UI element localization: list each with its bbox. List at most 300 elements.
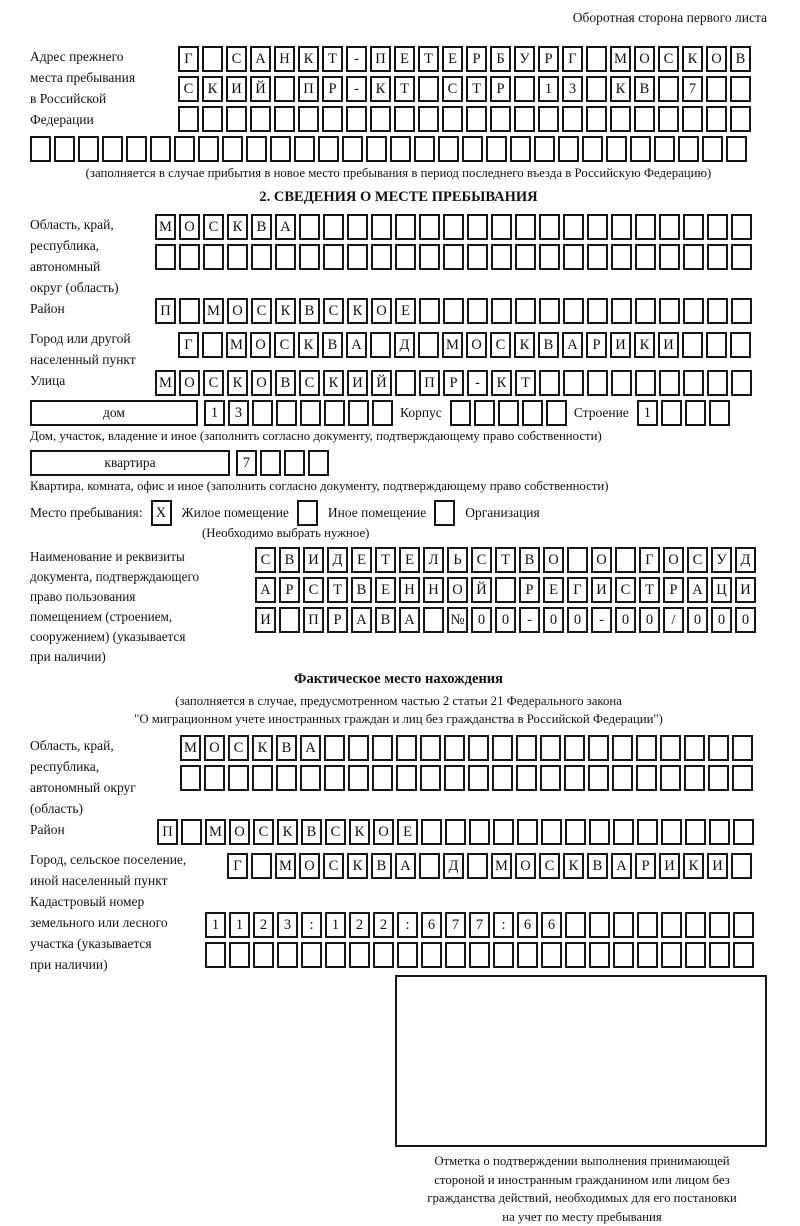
char-cell[interactable] <box>349 942 370 968</box>
char-cell[interactable] <box>563 214 584 240</box>
char-cell[interactable]: 2 <box>349 912 370 938</box>
char-cell[interactable] <box>514 106 535 132</box>
char-cell[interactable] <box>615 547 636 573</box>
char-cell[interactable] <box>731 214 752 240</box>
char-cell[interactable] <box>589 942 610 968</box>
char-cell[interactable]: Г <box>178 332 199 358</box>
char-cell[interactable]: Т <box>322 46 343 72</box>
char-cell[interactable] <box>370 106 391 132</box>
char-cell[interactable] <box>396 735 417 761</box>
char-cell[interactable] <box>445 942 466 968</box>
char-cell[interactable] <box>685 400 706 426</box>
char-cell[interactable] <box>370 332 391 358</box>
char-cell[interactable]: 1 <box>538 76 559 102</box>
char-cell[interactable] <box>301 942 322 968</box>
char-cell[interactable]: 1 <box>229 912 250 938</box>
char-cell[interactable] <box>250 106 271 132</box>
char-cell[interactable] <box>300 765 321 791</box>
char-cell[interactable] <box>491 214 512 240</box>
char-cell[interactable]: С <box>442 76 463 102</box>
char-cell[interactable]: О <box>591 547 612 573</box>
char-cell[interactable] <box>395 370 416 396</box>
char-cell[interactable]: Г <box>178 46 199 72</box>
char-cell[interactable] <box>419 244 440 270</box>
char-cell[interactable] <box>366 136 387 162</box>
char-cell[interactable]: П <box>303 607 324 633</box>
char-cell[interactable]: М <box>226 332 247 358</box>
char-cell[interactable]: О <box>179 214 200 240</box>
char-cell[interactable] <box>270 136 291 162</box>
char-cell[interactable] <box>588 735 609 761</box>
char-cell[interactable]: 1 <box>204 400 225 426</box>
char-cell[interactable]: К <box>683 853 704 879</box>
char-cell[interactable] <box>325 942 346 968</box>
char-cell[interactable] <box>495 577 516 603</box>
char-cell[interactable]: К <box>277 819 298 845</box>
char-cell[interactable] <box>490 106 511 132</box>
char-cell[interactable]: И <box>658 332 679 358</box>
char-cell[interactable] <box>732 735 753 761</box>
char-cell[interactable]: И <box>591 577 612 603</box>
char-cell[interactable] <box>564 765 585 791</box>
char-cell[interactable] <box>372 765 393 791</box>
char-cell[interactable]: Р <box>519 577 540 603</box>
char-cell[interactable] <box>731 370 752 396</box>
char-cell[interactable]: Т <box>418 46 439 72</box>
char-cell[interactable] <box>222 136 243 162</box>
char-cell[interactable] <box>492 765 513 791</box>
char-cell[interactable] <box>516 765 537 791</box>
char-cell[interactable] <box>348 765 369 791</box>
char-cell[interactable]: А <box>275 214 296 240</box>
char-cell[interactable] <box>492 735 513 761</box>
char-cell[interactable] <box>587 298 608 324</box>
char-cell[interactable] <box>253 942 274 968</box>
char-cell[interactable]: С <box>303 577 324 603</box>
char-cell[interactable] <box>252 400 273 426</box>
char-cell[interactable]: : <box>301 912 322 938</box>
char-cell[interactable] <box>420 735 441 761</box>
char-cell[interactable] <box>660 735 681 761</box>
char-cell[interactable] <box>707 298 728 324</box>
char-cell[interactable] <box>203 244 224 270</box>
char-cell[interactable] <box>202 106 223 132</box>
char-cell[interactable]: К <box>370 76 391 102</box>
char-cell[interactable]: Й <box>471 577 492 603</box>
char-cell[interactable]: Р <box>327 607 348 633</box>
char-cell[interactable] <box>540 735 561 761</box>
char-cell[interactable]: П <box>370 46 391 72</box>
char-cell[interactable] <box>396 765 417 791</box>
char-cell[interactable]: С <box>299 370 320 396</box>
char-cell[interactable] <box>371 244 392 270</box>
char-cell[interactable] <box>418 106 439 132</box>
char-cell[interactable]: 1 <box>205 912 226 938</box>
char-cell[interactable] <box>227 244 248 270</box>
char-cell[interactable]: С <box>658 46 679 72</box>
char-cell[interactable] <box>372 400 393 426</box>
char-cell[interactable] <box>276 765 297 791</box>
char-cell[interactable]: 6 <box>517 912 538 938</box>
char-cell[interactable]: Р <box>663 577 684 603</box>
char-cell[interactable] <box>348 400 369 426</box>
char-cell[interactable]: К <box>252 735 273 761</box>
char-cell[interactable] <box>733 912 754 938</box>
char-cell[interactable]: И <box>303 547 324 573</box>
char-cell[interactable] <box>659 214 680 240</box>
char-cell[interactable] <box>274 76 295 102</box>
char-cell[interactable] <box>347 214 368 240</box>
char-cell[interactable] <box>659 244 680 270</box>
char-cell[interactable]: Т <box>375 547 396 573</box>
char-cell[interactable]: Р <box>466 46 487 72</box>
char-cell[interactable]: А <box>395 853 416 879</box>
char-cell[interactable] <box>246 136 267 162</box>
char-cell[interactable]: Е <box>442 46 463 72</box>
char-cell[interactable]: Т <box>327 577 348 603</box>
char-cell[interactable]: Г <box>562 46 583 72</box>
char-cell[interactable] <box>443 214 464 240</box>
char-cell[interactable] <box>491 244 512 270</box>
char-cell[interactable]: 6 <box>421 912 442 938</box>
char-cell[interactable]: : <box>397 912 418 938</box>
char-cell[interactable] <box>661 942 682 968</box>
char-cell[interactable]: / <box>663 607 684 633</box>
char-cell[interactable]: Ь <box>447 547 468 573</box>
char-cell[interactable] <box>586 76 607 102</box>
char-cell[interactable]: Р <box>490 76 511 102</box>
char-cell[interactable]: М <box>491 853 512 879</box>
char-cell[interactable] <box>498 400 519 426</box>
char-cell[interactable] <box>683 298 704 324</box>
char-cell[interactable]: О <box>634 46 655 72</box>
char-cell[interactable]: В <box>634 76 655 102</box>
char-cell[interactable] <box>493 819 514 845</box>
char-cell[interactable] <box>371 214 392 240</box>
char-cell[interactable]: А <box>611 853 632 879</box>
char-cell[interactable]: И <box>255 607 276 633</box>
char-cell[interactable]: О <box>663 547 684 573</box>
char-cell[interactable] <box>395 214 416 240</box>
char-cell[interactable] <box>541 819 562 845</box>
char-cell[interactable] <box>637 912 658 938</box>
char-cell[interactable] <box>610 106 631 132</box>
char-cell[interactable] <box>707 244 728 270</box>
char-cell[interactable] <box>611 298 632 324</box>
char-cell[interactable]: Р <box>635 853 656 879</box>
char-cell[interactable] <box>730 76 751 102</box>
char-cell[interactable]: А <box>300 735 321 761</box>
char-cell[interactable]: А <box>255 577 276 603</box>
char-cell[interactable] <box>586 46 607 72</box>
char-cell[interactable]: 3 <box>562 76 583 102</box>
char-cell[interactable]: А <box>346 332 367 358</box>
char-cell[interactable] <box>522 400 543 426</box>
char-cell[interactable]: Г <box>639 547 660 573</box>
char-cell[interactable] <box>462 136 483 162</box>
char-cell[interactable] <box>397 942 418 968</box>
char-cell[interactable]: Т <box>394 76 415 102</box>
char-cell[interactable] <box>324 765 345 791</box>
char-cell[interactable] <box>707 370 728 396</box>
char-cell[interactable] <box>394 106 415 132</box>
char-cell[interactable] <box>515 214 536 240</box>
char-cell[interactable] <box>443 298 464 324</box>
char-cell[interactable] <box>682 332 703 358</box>
char-cell[interactable]: В <box>279 547 300 573</box>
char-cell[interactable] <box>421 942 442 968</box>
char-cell[interactable]: В <box>538 332 559 358</box>
char-cell[interactable]: К <box>514 332 535 358</box>
char-cell[interactable] <box>730 106 751 132</box>
char-cell[interactable] <box>474 400 495 426</box>
char-cell[interactable]: О <box>179 370 200 396</box>
char-cell[interactable] <box>491 298 512 324</box>
char-cell[interactable]: О <box>373 819 394 845</box>
char-cell[interactable] <box>284 450 305 476</box>
char-cell[interactable]: Е <box>399 547 420 573</box>
char-cell[interactable]: № <box>447 607 468 633</box>
char-cell[interactable] <box>562 106 583 132</box>
char-cell[interactable]: П <box>419 370 440 396</box>
char-cell[interactable]: Н <box>274 46 295 72</box>
char-cell[interactable] <box>180 765 201 791</box>
char-cell[interactable]: 7 <box>236 450 257 476</box>
char-cell[interactable] <box>298 106 319 132</box>
char-cell[interactable]: Н <box>423 577 444 603</box>
char-cell[interactable]: К <box>347 853 368 879</box>
char-cell[interactable] <box>419 853 440 879</box>
char-cell[interactable]: И <box>226 76 247 102</box>
char-cell[interactable] <box>709 400 730 426</box>
char-cell[interactable] <box>469 942 490 968</box>
char-cell[interactable]: О <box>299 853 320 879</box>
char-cell[interactable] <box>467 214 488 240</box>
char-cell[interactable] <box>661 819 682 845</box>
char-cell[interactable] <box>565 912 586 938</box>
char-cell[interactable]: О <box>229 819 250 845</box>
char-cell[interactable]: С <box>251 298 272 324</box>
char-cell[interactable] <box>637 819 658 845</box>
char-cell[interactable] <box>654 136 675 162</box>
char-cell[interactable]: Е <box>395 298 416 324</box>
char-cell[interactable]: Е <box>351 547 372 573</box>
char-cell[interactable]: 0 <box>495 607 516 633</box>
char-cell[interactable]: С <box>539 853 560 879</box>
char-cell[interactable] <box>678 136 699 162</box>
char-cell[interactable] <box>563 298 584 324</box>
char-cell[interactable]: 0 <box>639 607 660 633</box>
char-cell[interactable] <box>682 106 703 132</box>
char-cell[interactable]: К <box>227 214 248 240</box>
char-cell[interactable]: С <box>178 76 199 102</box>
char-cell[interactable]: Д <box>327 547 348 573</box>
char-cell[interactable] <box>444 765 465 791</box>
char-cell[interactable]: 7 <box>682 76 703 102</box>
char-cell[interactable]: Ц <box>711 577 732 603</box>
char-cell[interactable]: Г <box>567 577 588 603</box>
char-cell[interactable] <box>637 942 658 968</box>
char-cell[interactable] <box>299 214 320 240</box>
char-cell[interactable] <box>546 400 567 426</box>
char-cell[interactable] <box>324 400 345 426</box>
char-cell[interactable] <box>709 942 730 968</box>
char-cell[interactable] <box>348 735 369 761</box>
char-cell[interactable]: В <box>519 547 540 573</box>
char-cell[interactable]: Е <box>394 46 415 72</box>
char-cell[interactable]: В <box>322 332 343 358</box>
char-cell[interactable] <box>202 46 223 72</box>
char-cell[interactable]: В <box>371 853 392 879</box>
char-cell[interactable] <box>438 136 459 162</box>
char-cell[interactable] <box>510 136 531 162</box>
char-cell[interactable] <box>467 298 488 324</box>
char-cell[interactable] <box>733 819 754 845</box>
char-cell[interactable] <box>318 136 339 162</box>
char-cell[interactable] <box>685 819 706 845</box>
char-cell[interactable] <box>395 244 416 270</box>
char-cell[interactable]: В <box>351 577 372 603</box>
char-cell[interactable]: 3 <box>228 400 249 426</box>
char-cell[interactable] <box>517 819 538 845</box>
char-cell[interactable] <box>635 298 656 324</box>
char-cell[interactable]: П <box>298 76 319 102</box>
char-cell[interactable]: 6 <box>541 912 562 938</box>
char-cell[interactable] <box>515 244 536 270</box>
char-cell[interactable]: К <box>298 332 319 358</box>
char-cell[interactable]: Т <box>495 547 516 573</box>
char-cell[interactable]: С <box>226 46 247 72</box>
char-cell[interactable]: С <box>687 547 708 573</box>
char-cell[interactable] <box>442 106 463 132</box>
char-cell[interactable] <box>418 332 439 358</box>
char-cell[interactable] <box>683 370 704 396</box>
char-cell[interactable]: 0 <box>687 607 708 633</box>
checkbox-inoe[interactable] <box>297 500 318 526</box>
char-cell[interactable] <box>155 244 176 270</box>
char-cell[interactable] <box>419 214 440 240</box>
char-cell[interactable] <box>612 735 633 761</box>
char-cell[interactable] <box>706 106 727 132</box>
char-cell[interactable]: К <box>563 853 584 879</box>
char-cell[interactable] <box>733 942 754 968</box>
char-cell[interactable]: И <box>707 853 728 879</box>
char-cell[interactable]: : <box>493 912 514 938</box>
char-cell[interactable] <box>420 765 441 791</box>
char-cell[interactable] <box>611 214 632 240</box>
char-cell[interactable] <box>342 136 363 162</box>
char-cell[interactable] <box>275 244 296 270</box>
char-cell[interactable] <box>613 819 634 845</box>
char-cell[interactable] <box>445 819 466 845</box>
char-cell[interactable]: А <box>687 577 708 603</box>
char-cell[interactable]: Т <box>515 370 536 396</box>
char-cell[interactable] <box>198 136 219 162</box>
char-cell[interactable]: С <box>203 370 224 396</box>
char-cell[interactable]: С <box>255 547 276 573</box>
char-cell[interactable]: В <box>301 819 322 845</box>
char-cell[interactable]: - <box>591 607 612 633</box>
char-cell[interactable]: 7 <box>445 912 466 938</box>
char-cell[interactable] <box>684 765 705 791</box>
char-cell[interactable] <box>373 942 394 968</box>
char-cell[interactable]: К <box>634 332 655 358</box>
char-cell[interactable]: С <box>471 547 492 573</box>
char-cell[interactable] <box>308 450 329 476</box>
char-cell[interactable]: И <box>347 370 368 396</box>
char-cell[interactable] <box>635 244 656 270</box>
char-cell[interactable] <box>347 244 368 270</box>
char-cell[interactable]: О <box>466 332 487 358</box>
char-cell[interactable] <box>541 942 562 968</box>
char-cell[interactable]: М <box>205 819 226 845</box>
char-cell[interactable]: А <box>562 332 583 358</box>
char-cell[interactable]: К <box>323 370 344 396</box>
char-cell[interactable] <box>565 942 586 968</box>
char-cell[interactable] <box>174 136 195 162</box>
char-cell[interactable] <box>390 136 411 162</box>
char-cell[interactable] <box>660 765 681 791</box>
char-cell[interactable] <box>534 136 555 162</box>
char-cell[interactable]: В <box>275 370 296 396</box>
char-cell[interactable] <box>685 942 706 968</box>
char-cell[interactable]: П <box>155 298 176 324</box>
checkbox-organizaciya[interactable] <box>434 500 455 526</box>
char-cell[interactable] <box>538 106 559 132</box>
char-cell[interactable]: С <box>615 577 636 603</box>
checkbox-zhiloe[interactable]: X <box>151 500 172 526</box>
char-cell[interactable]: В <box>375 607 396 633</box>
char-cell[interactable] <box>589 819 610 845</box>
char-cell[interactable] <box>709 819 730 845</box>
char-cell[interactable]: К <box>349 819 370 845</box>
char-cell[interactable]: Р <box>279 577 300 603</box>
char-cell[interactable] <box>587 370 608 396</box>
char-cell[interactable]: Р <box>443 370 464 396</box>
char-cell[interactable] <box>539 298 560 324</box>
char-cell[interactable] <box>204 765 225 791</box>
char-cell[interactable] <box>514 76 535 102</box>
char-cell[interactable] <box>54 136 75 162</box>
char-cell[interactable] <box>606 136 627 162</box>
char-cell[interactable]: В <box>276 735 297 761</box>
char-cell[interactable]: Л <box>423 547 444 573</box>
char-cell[interactable]: О <box>371 298 392 324</box>
char-cell[interactable]: С <box>274 332 295 358</box>
char-cell[interactable]: Е <box>543 577 564 603</box>
char-cell[interactable] <box>726 136 747 162</box>
char-cell[interactable]: К <box>347 298 368 324</box>
char-cell[interactable]: О <box>706 46 727 72</box>
char-cell[interactable]: П <box>157 819 178 845</box>
char-cell[interactable]: Е <box>375 577 396 603</box>
char-cell[interactable]: М <box>275 853 296 879</box>
char-cell[interactable]: С <box>203 214 224 240</box>
char-cell[interactable]: К <box>298 46 319 72</box>
char-cell[interactable] <box>661 400 682 426</box>
char-cell[interactable] <box>636 765 657 791</box>
char-cell[interactable] <box>102 136 123 162</box>
char-cell[interactable] <box>346 106 367 132</box>
char-cell[interactable] <box>635 214 656 240</box>
char-cell[interactable] <box>324 735 345 761</box>
char-cell[interactable] <box>540 765 561 791</box>
char-cell[interactable] <box>418 76 439 102</box>
char-cell[interactable] <box>658 106 679 132</box>
char-cell[interactable]: У <box>514 46 535 72</box>
char-cell[interactable] <box>294 136 315 162</box>
char-cell[interactable] <box>414 136 435 162</box>
